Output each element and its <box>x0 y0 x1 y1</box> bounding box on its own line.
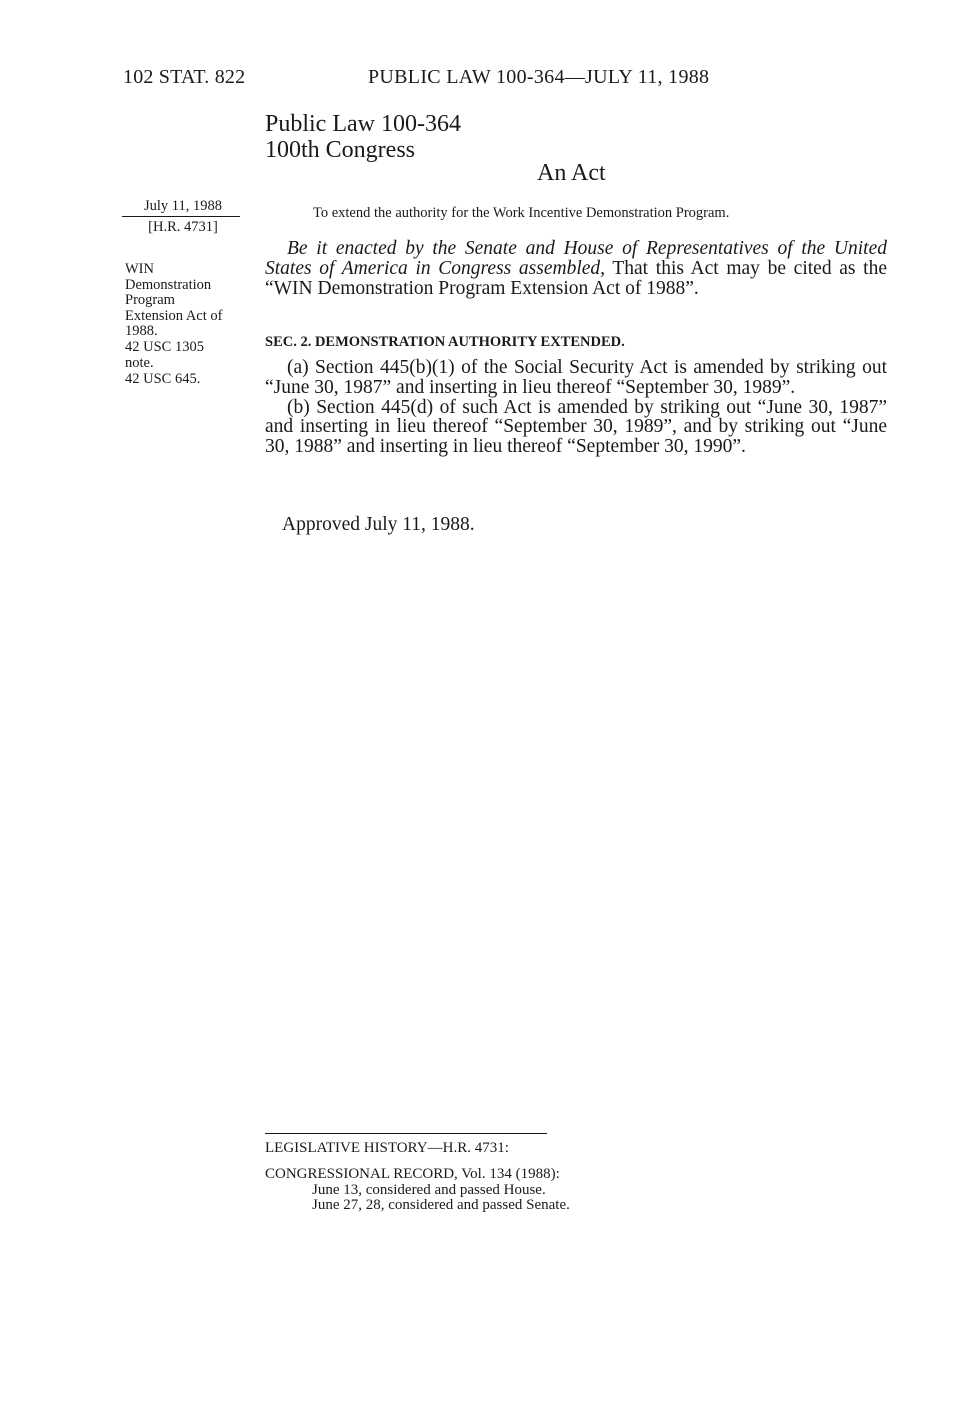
congressional-record <box>265 1167 570 1214</box>
short-title-text: That this Act may be cited as the “WIN Demonstration Program Extension Act of 1988”. <box>265 257 887 299</box>
margin-bill-number: [H.R. 4731] <box>148 219 218 235</box>
record-entry: June 27, 28, considered and passed Senate. <box>312 1197 570 1213</box>
enacting-clause: Be it enacted by the Senate and House of Representatives of the United States of America in Congress assembled, <box>265 238 887 279</box>
act-label: An Act <box>537 160 606 186</box>
margin-line: 42 USC 1305 <box>125 339 204 355</box>
margin-line: WIN <box>125 261 154 277</box>
margin-line: Extension Act of <box>125 307 223 324</box>
paragraph-a: (a) Section 445(b)(1) of the Social Security Act is amended by striking out “June 30, 1987” and inserting in lieu thereof “September 30, 1989”. <box>265 357 887 398</box>
running-head: PUBLIC LAW 100-364—JULY 11, 1988 <box>368 66 710 88</box>
margin-usc-ref: 42 USC 645. <box>125 371 201 387</box>
public-law-number: Public Law 100-364 <box>265 111 461 137</box>
congress-number: 100th Congress <box>265 137 415 163</box>
record-title: CONGRESSIONAL RECORD, Vol. 134 (1988): <box>265 1166 560 1182</box>
margin-date: July 11, 1988 <box>143 198 222 214</box>
statute-citation: 102 STAT. 822 <box>123 66 246 88</box>
margin-date-rule <box>122 216 240 217</box>
margin-short-title <box>125 262 257 340</box>
margin-line: Demonstration <box>125 276 212 293</box>
footnote-rule <box>265 1133 547 1134</box>
margin-line: 1988. <box>125 323 158 339</box>
legislative-history-heading: LEGISLATIVE HISTORY—H.R. 4731: <box>265 1140 509 1156</box>
margin-line: Program <box>125 292 175 308</box>
approval-line: Approved July 11, 1988. <box>282 514 475 535</box>
section-body <box>265 358 887 457</box>
purpose-line: To extend the authority for the Work Incentive Demonstration Program. <box>313 205 730 221</box>
title-block <box>265 111 461 163</box>
paragraph-b: (b) Section 445(d) of such Act is amended by striking out “June 30, 1987” and inserting in lieu thereof “September 30, 1989”, and by striking out “June 30, 1988” and inserting in lieu thereof “September 30, 1990”. <box>265 396 887 458</box>
section-heading: SEC. 2. DEMONSTRATION AUTHORITY EXTENDED. <box>265 334 625 350</box>
margin-usc-note <box>125 340 257 371</box>
margin-line: note. <box>125 354 154 371</box>
enacting-paragraph <box>265 239 887 298</box>
margin-date-block <box>118 197 248 236</box>
record-entry: June 13, considered and passed House. <box>312 1181 546 1198</box>
